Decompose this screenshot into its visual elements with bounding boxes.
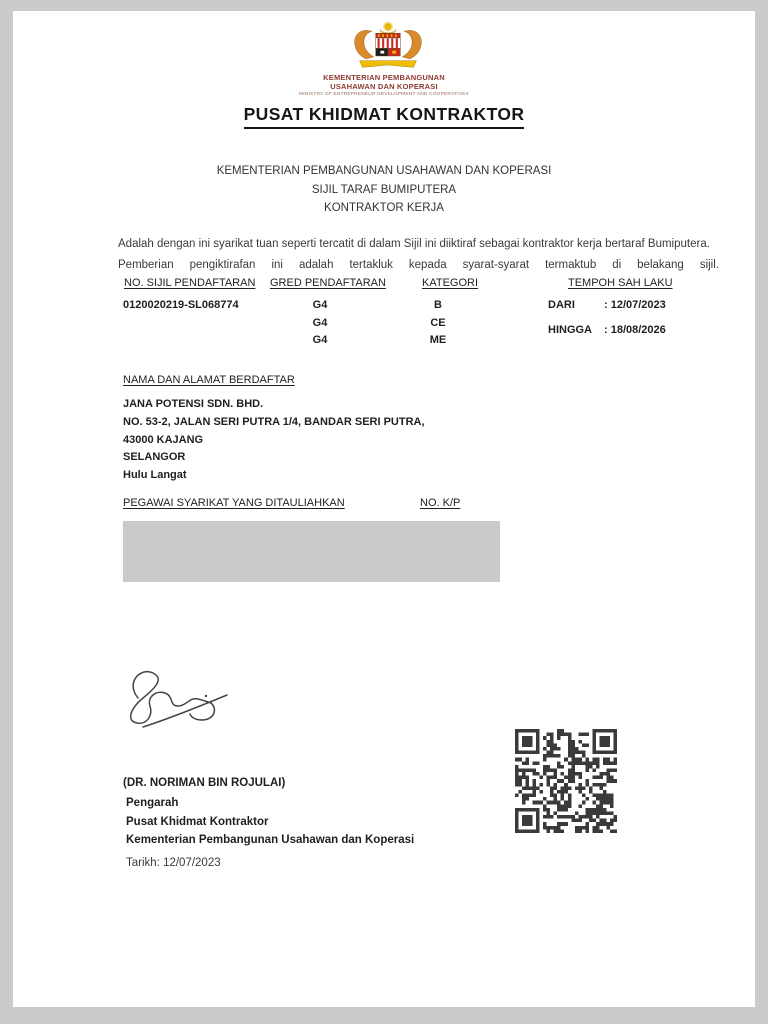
- validity-from-value: : 12/07/2023: [604, 299, 666, 311]
- ministry-name-english: MINISTRY OF ENTREPRENEUR DEVELOPMENT AND COOPERATIVES: [299, 91, 469, 97]
- certificate-heading-line2: SIJIL TARAF BUMIPUTERA: [311, 183, 457, 196]
- ministry-name-line2: USAHAWAN DAN KOPERASI: [330, 82, 438, 91]
- ministry-name-line1: KEMENTERIAN PEMBANGUNAN: [323, 73, 445, 82]
- kp-section-heading: NO. K/P: [420, 497, 461, 509]
- gred-value: G4: [312, 299, 328, 311]
- intro-line2: Pemberian pengiktirafan ini adalah tertakluk kepada syarat-syarat termaktub di belakang sijil.: [118, 259, 719, 271]
- header-kategori: KATEGORI: [422, 277, 479, 289]
- signatory-office: Pusat Khidmat Kontraktor: [126, 816, 269, 828]
- signatory-position: Pengarah: [126, 797, 179, 809]
- certificate-heading-line1: KEMENTERIAN PEMBANGUNAN USAHAWAN DAN KOPERASI: [216, 165, 552, 177]
- kategori-value: CE: [430, 316, 446, 329]
- signatory-ministry: Kementerian Pembangunan Usahawan dan Koperasi: [126, 834, 415, 846]
- registration-number: 0120020219-SL068774: [123, 299, 239, 311]
- officer-section-heading: PEGAWAI SYARIKAT YANG DITAULIAHKAN: [123, 497, 345, 509]
- issue-date: Tarikh: 12/07/2023: [126, 857, 221, 869]
- certificate-heading-line3: KONTRAKTOR KERJA: [324, 202, 444, 214]
- address-line: 43000 KAJANG: [123, 433, 204, 446]
- document-title: PUSAT KHIDMAT KONTRAKTOR: [0, 104, 768, 129]
- malaysia-coat-of-arms-icon: [340, 20, 436, 73]
- signature-scribble-icon: [116, 662, 241, 740]
- header-tempoh-sah-laku: TEMPOH SAH LAKU: [568, 277, 673, 289]
- kategori-value: ME: [429, 334, 447, 346]
- address-line: SELANGOR: [123, 451, 186, 464]
- signatory-name: (DR. NORIMAN BIN ROJULAI): [123, 777, 286, 789]
- address-section-heading: NAMA DAN ALAMAT BERDAFTAR: [123, 374, 295, 386]
- validity-from-label: DARI: [548, 299, 575, 311]
- validity-until-value: : 18/08/2026: [604, 323, 666, 336]
- gred-value: G4: [312, 334, 328, 346]
- gred-value: G4: [312, 316, 328, 329]
- certificate-heading: [0, 162, 768, 218]
- address-line: NO. 53-2, JALAN SERI PUTRA 1/4, BANDAR SERI PUTRA,: [123, 415, 425, 428]
- header-gred-pendaftaran: GRED PENDAFTARAN: [270, 277, 386, 289]
- redacted-officer-box: [123, 521, 500, 582]
- intro-line1: Adalah dengan ini syarikat tuan seperti tercatit di dalam Sijil ini diiktiraf sebagai kontraktor kerja bertaraf Bumiputera.: [118, 238, 710, 250]
- registered-address-block: [123, 396, 425, 485]
- qr-code: [515, 729, 617, 833]
- kategori-value: B: [434, 299, 442, 311]
- validity-until-label: HINGGA: [548, 323, 592, 336]
- address-district: Hulu Langat: [123, 469, 187, 482]
- header-no-sijil-pendaftaran: NO. SIJIL PENDAFTARAN: [124, 277, 256, 289]
- company-name: JANA POTENSI SDN. BHD.: [123, 398, 264, 410]
